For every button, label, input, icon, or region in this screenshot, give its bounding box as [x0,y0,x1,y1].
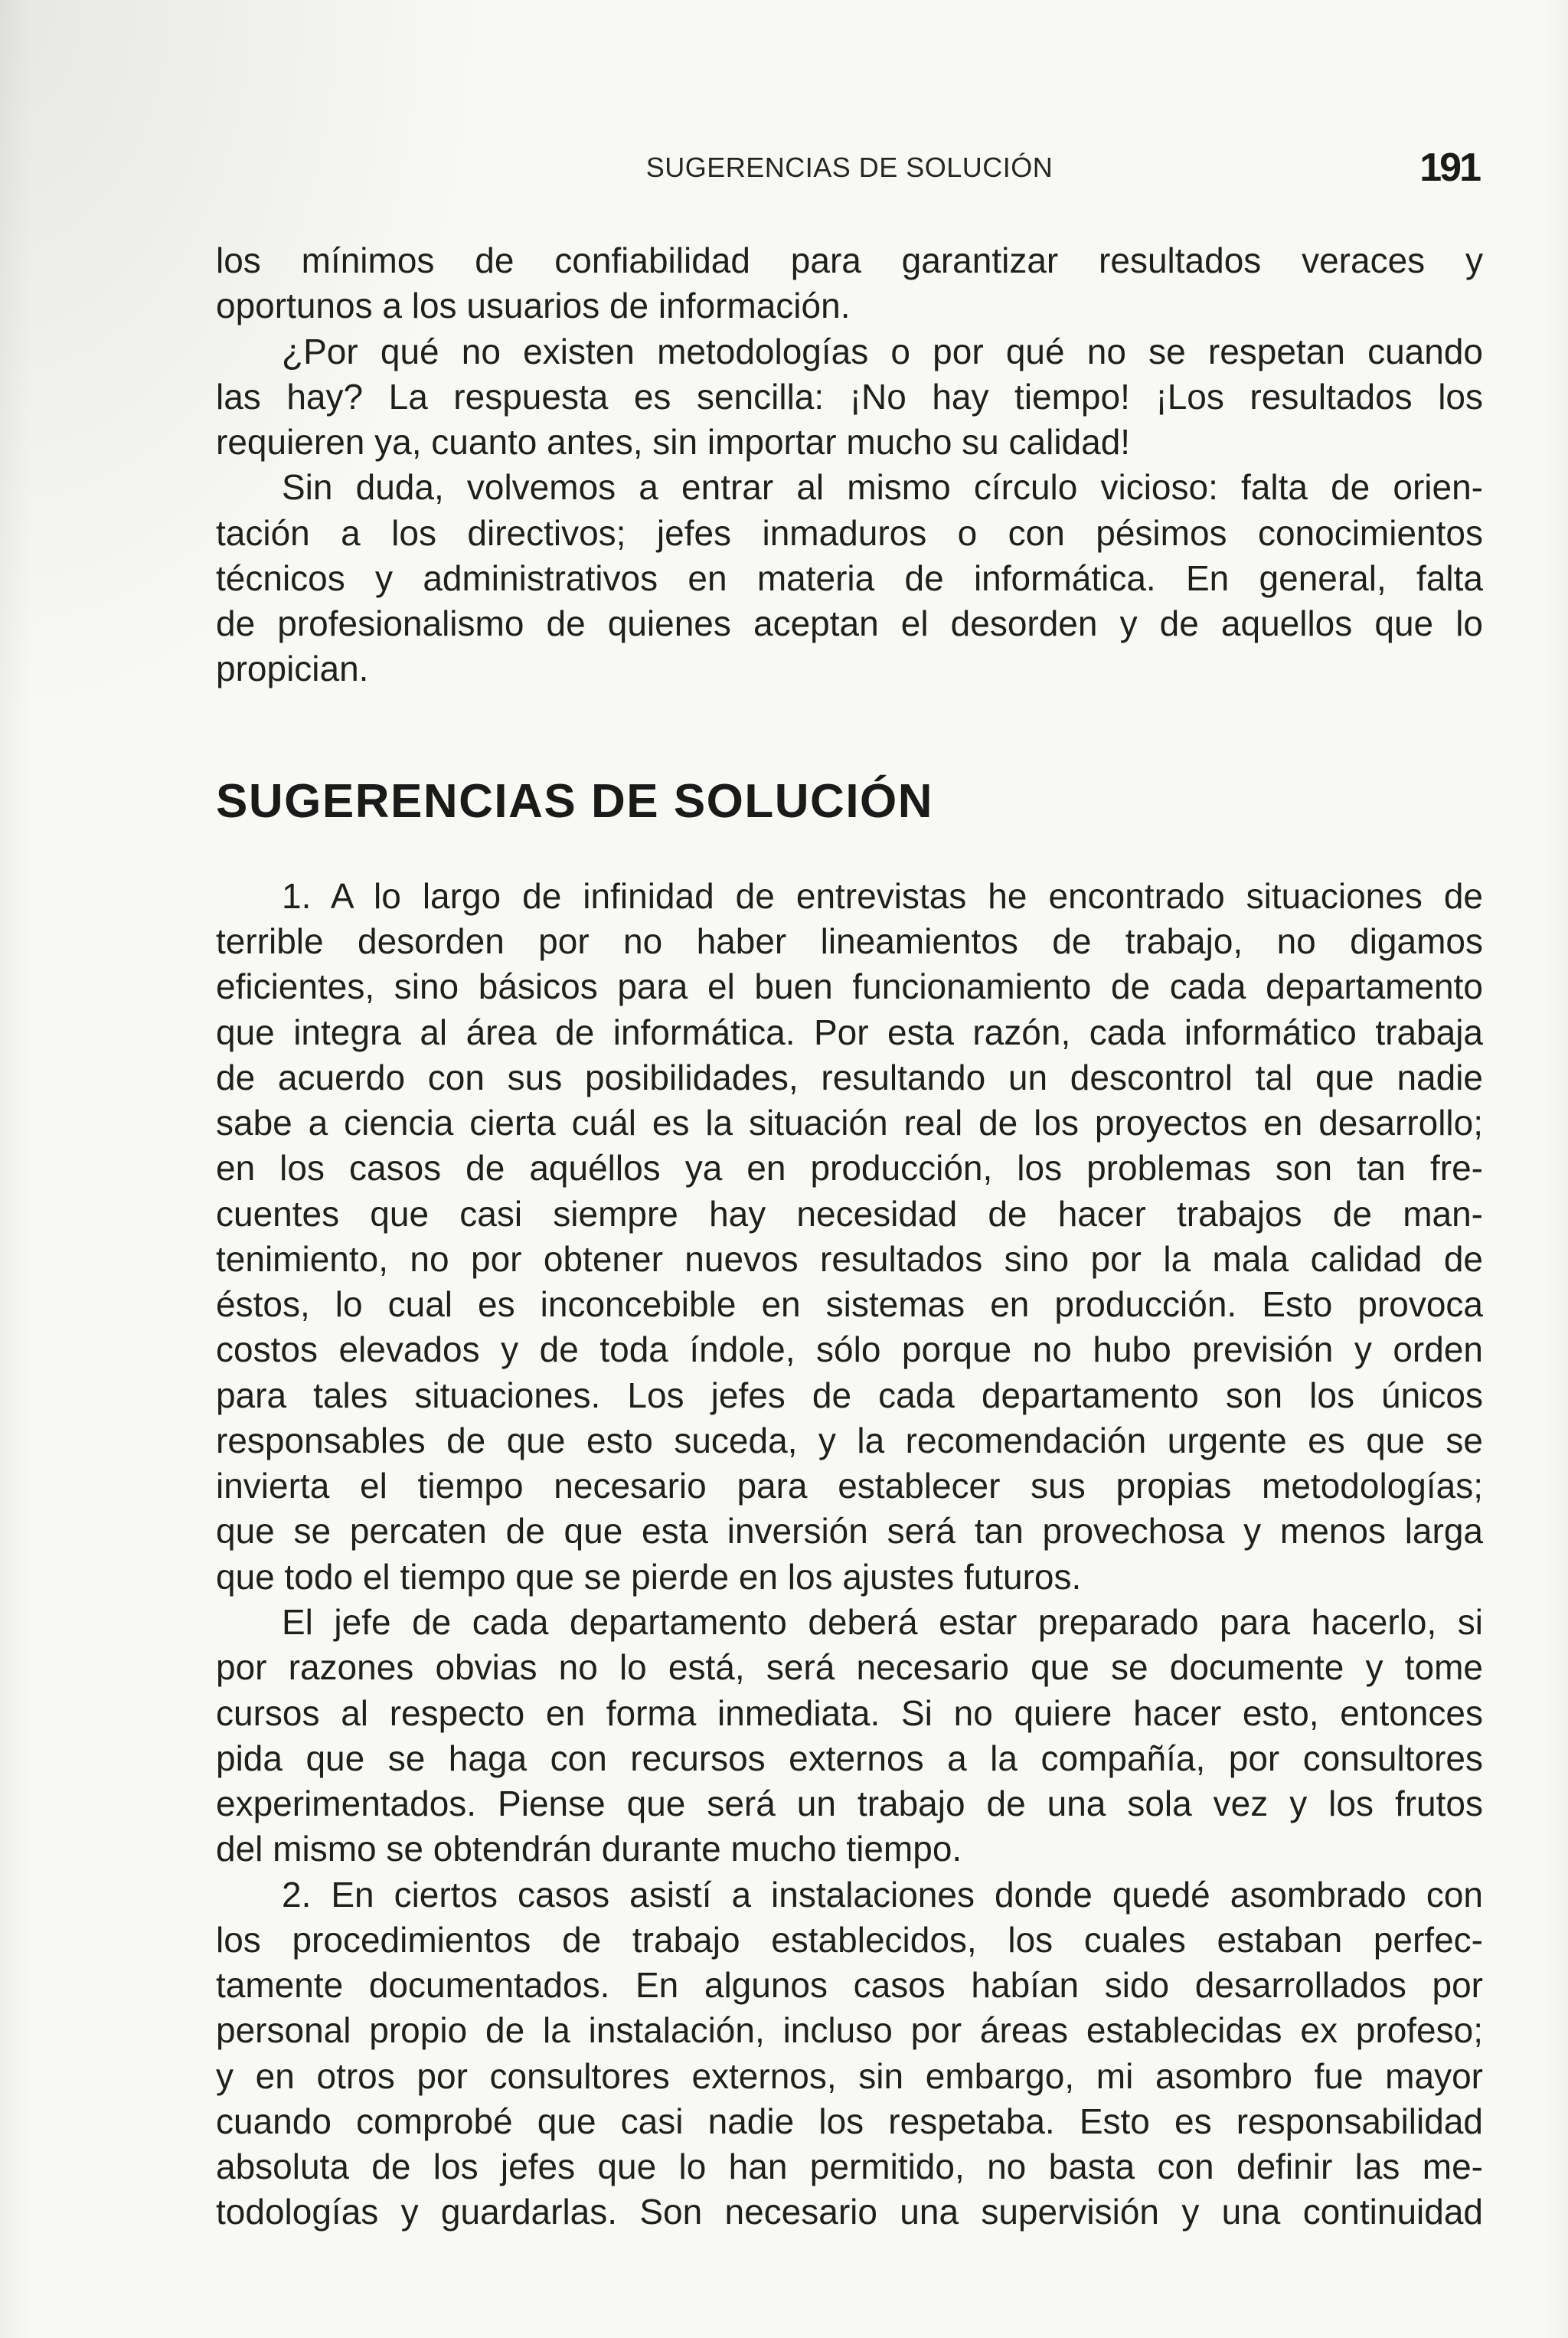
text-line: El jefe de cada departamento deberá estar preparado para hacerlo, si [282,1601,1483,1642]
text-line: tación a los directivos; jefes inmaduros o con pésimos conocimientos [216,512,1483,553]
text-line: eficientes, sino básicos para el buen funcionamiento de cada departamento [216,966,1483,1007]
paragraph [216,1872,1483,2235]
text-line: experimentados. Piense que será un trabajo de una sola vez y los frutos [216,1784,1483,1824]
text-line: que se percaten de que esta inversión será tan provechosa y menos larga [216,1511,1483,1552]
text-line: los mínimos de confiabilidad para garantizar resultados veraces y [216,240,1483,280]
text-line: todologías y guardarlas. Son necesario una supervisión y una continuidad [216,2192,1483,2232]
section-heading: SUGERENCIAS DE SOLUCIÓN [216,774,934,828]
text-line: las hay? La respuesta es sencilla: ¡No hay tiempo! ¡Los resultados los [216,376,1483,417]
text-line: personal propio de la instalación, incluso por áreas establecidas ex profeso; [216,2010,1483,2051]
text-line: pida que se haga con recursos externos a la compañía, por consultores [216,1738,1483,1778]
text-line: 2. En ciertos casos asistí a instalaciones donde quedé asombrado con [282,1874,1483,1915]
text-line: terrible desorden por no haber lineamientos de trabajo, no digamos [216,921,1483,961]
text-line: técnicos y administrativos en materia de informática. En general, falta [216,558,1483,598]
text-line: para tales situaciones. Los jefes de cada departamento son los únicos [216,1375,1483,1415]
text-line: Sin duda, volvemos a entrar al mismo círculo vicioso: falta de orien- [282,467,1483,508]
text-line: cuentes que casi siempre hay necesidad de hacer trabajos de man- [216,1193,1483,1234]
page-number: 191 [1419,146,1479,190]
text-line: cursos al respecto en forma inmediata. Si no quiere hacer esto, entonces [216,1692,1483,1733]
text-line: los procedimientos de trabajo establecidos, los cuales estaban perfec- [216,1919,1483,1960]
text-line: ¿Por qué no existen metodologías o por qué no se respetan cuando [282,331,1483,371]
page-text [216,238,1483,2235]
text-line: absoluta de los jefes que lo han permitido, no basta con definir las me- [216,2147,1483,2187]
text-line: del mismo se obtendrán durante mucho tiempo. [216,1829,962,1869]
text-line: oportunos a los usuarios de información. [216,286,851,326]
text-line: tamente documentados. En algunos casos habían sido desarrollados por [216,1965,1483,2006]
text-line: propician. [216,649,369,689]
text-line: sabe a ciencia cierta cuál es la situación real de los proyectos en desarrollo; [216,1103,1483,1143]
text-line: responsables de que esto suceda, y la recomendación urgente es que se [216,1420,1483,1460]
text-line: invierta el tiempo necesario para establecer sus propias metodologías; [216,1466,1483,1506]
text-line: 1. A lo largo de infinidad de entrevistas he encontrado situaciones de [282,875,1483,916]
running-head-title: SUGERENCIAS DE SOLUCIÓN [645,152,1054,183]
text-line: cuando comprobé que casi nadie los respetaba. Esto es responsabilidad [216,2101,1483,2141]
text-line: requieren ya, cuanto antes, sin importar mucho su calidad! [216,422,1131,463]
section-heading-block [216,692,1483,874]
text-line: que todo el tiempo que se pierde en los ajustes futuros. [216,1556,1082,1597]
paragraph [216,329,1483,466]
paragraph [216,238,1483,329]
text-line: que integra al área de informática. Por esta razón, cada informático trabaja [216,1012,1483,1052]
paragraph [216,465,1483,692]
paragraph [216,1600,1483,1872]
text-line: éstos, lo cual es inconcebible en sistemas en producción. Esto provoca [216,1284,1483,1325]
text-line: por razones obvias no lo está, será necesario que se documente y tome [216,1647,1483,1688]
text-line: costos elevados y de toda índole, sólo porque no hubo previsión y orden [216,1329,1483,1370]
text-line: tenimiento, no por obtener nuevos resultados sino por la mala calidad de [216,1238,1483,1279]
paragraph [216,874,1483,1600]
text-line: y en otros por consultores externos, sin embargo, mi asombro fue mayor [216,2055,1483,2096]
text-line: de acuerdo con sus posibilidades, resultando un descontrol tal que nadie [216,1057,1483,1097]
text-line: en los casos de aquéllos ya en producción, los problemas son tan fre- [216,1148,1483,1189]
text-line: de profesionalismo de quienes aceptan el desorden y de aquellos que lo [216,603,1483,644]
